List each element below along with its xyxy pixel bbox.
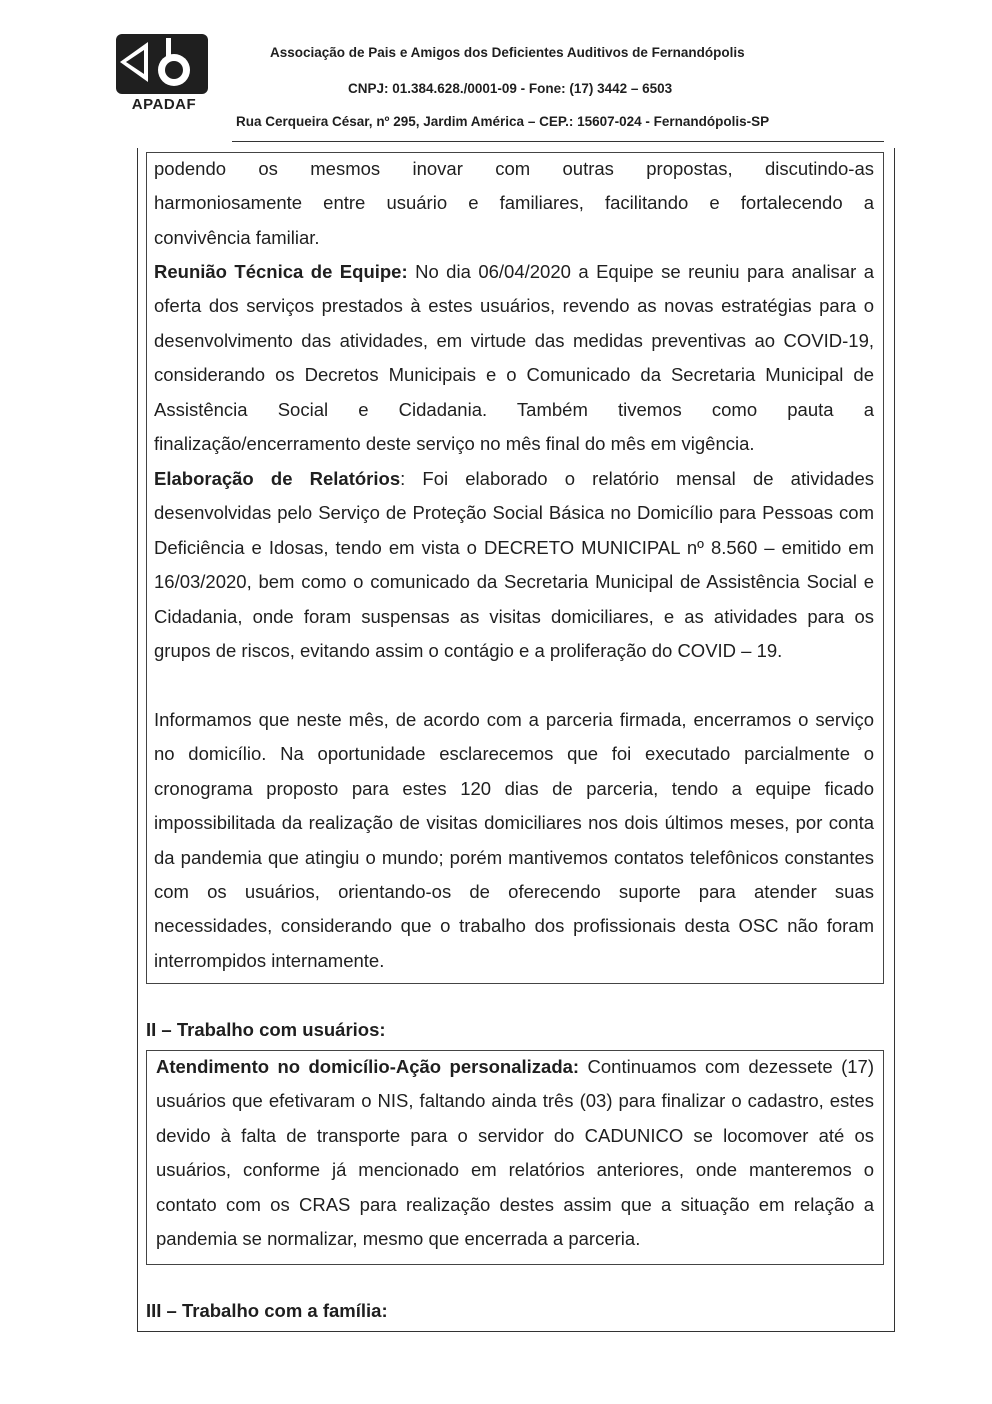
informamos-paragraph: Informamos que neste mês, de acordo com a parceria firmada, encerramos o serviço no domicílio. Na oportunidade esclarecemos que foi executado parcialmente o cronograma proposto para estes 120 dias de parceria, tendo a equipe ficado impossibilitada da realização de visitas domiciliares nos dois últimos meses, por conta da pandemia que atingiu o mundo; porém mantivemos contatos telefônicos constantes com os usuários, orientando-os de oferecendo suporte para atender suas necessidades, considerando que o trabalho dos profissionais desta OSC não foram interrompidos internamente. [154, 709, 874, 971]
relatorios-label: Elaboração de Relatórios [154, 468, 401, 489]
intro-line-2: harmoniosamente entre usuário e familiares, facilitando e fortalecendo a [154, 192, 874, 213]
intro-line-1: podendo os mesmos inovar com outras propostas, discutindo-as [154, 158, 874, 179]
org-address: Rua Cerqueira César, nº 295, Jardim América – CEP.: 15607-024 - Fernandópolis-SP [236, 114, 770, 129]
intro-line-3: convivência familiar. [154, 227, 320, 248]
logo-text: APADAF [131, 96, 197, 113]
reuniao-paragraph [154, 255, 874, 461]
reuniao-label: Reunião Técnica de Equipe: [154, 261, 408, 282]
header-divider [232, 141, 884, 142]
relatorios-paragraph [154, 462, 874, 668]
section2-title: II – Trabalho com usuários: [146, 1019, 386, 1040]
atendimento-label: Atendimento no domicílio-Ação personalizada: [156, 1056, 580, 1077]
atendimento-text: Continuamos com dezessete (17) usuários que efetivaram o NIS, faltando ainda três (03) para finalizar o cadastro, estes devido à falta de transporte para o servidor do CADUNICO se locomover até os usuários, conforme já mencionado em relatórios anteriores, onde manteremos o contato com os CRAS para realização destes assim que a situação em relação a pandemia se normalizar, mesmo que encerrada a parceria. [156, 1056, 874, 1250]
relatorios-text: : Foi elaborado o relatório mensal de atividades desenvolvidas pelo Serviço de Proteção Social Básica no Domicílio para Pessoas com Deficiência e Idosas, tendo em vista o DECRETO MUNICIPAL nº 8.560 – emitido em 16/03/2020, bem como o comunicado da Secretaria Municipal de Assistência Social e Cidadania, onde foram suspensas as visitas domiciliares, e as atividades para os grupos de riscos, evitando assim o contágio e a proliferação do COVID – 19. [154, 468, 874, 662]
org-name: Associação de Pais e Amigos dos Deficientes Auditivos de Fernandópolis [270, 45, 745, 60]
atendimento-paragraph [156, 1050, 874, 1256]
cnpj-phone: CNPJ: 01.384.628./0001-09 - Fone: (17) 3442 – 6503 [348, 81, 673, 96]
reuniao-text: No dia 06/04/2020 a Equipe se reuniu para analisar a oferta dos serviços prestados à estes usuários, revendo as novas estratégias para o desenvolvimento das atividades, em virtude das medidas preventivas ao COVID-19, considerando os Decretos Municipais e o Comunicado da Secretaria Municipal de Assistência Social e Cidadania. Também tivemos como pauta a finalização/encerramento deste serviço no mês final do mês em vigência. [154, 261, 874, 455]
section3-title: III – Trabalho com a família: [146, 1300, 388, 1321]
